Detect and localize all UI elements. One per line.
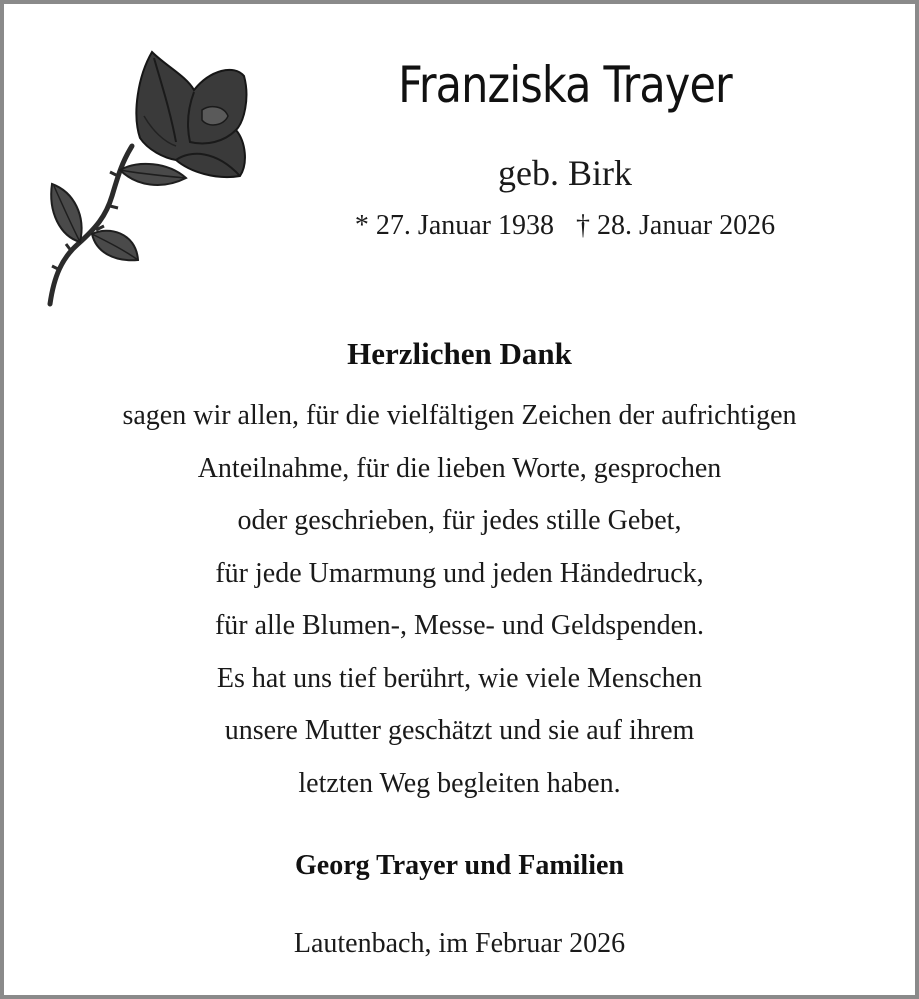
thanks-line: für alle Blumen-, Messe- und Geldspenden. (214, 610, 705, 641)
thanks-line: Es hat uns tief berührt, wie viele Menschen (216, 662, 703, 694)
deceased-name: Franziska Trayer (398, 56, 732, 114)
thanks-heading: Herzlichen Dank (347, 336, 572, 371)
life-dates (250, 210, 880, 242)
thanks-line: sagen wir allen, für die vielfältigen Zeichen der aufrichtigen (122, 400, 797, 431)
thanks-line: Anteilnahme, für die lieben Worte, gesprochen (197, 452, 722, 484)
thanks-line: unsere Mutter geschätzt und sie auf ihrem (224, 715, 695, 746)
thanks-text (0, 390, 919, 810)
place-date: Lautenbach, im Februar 2026 (293, 928, 626, 959)
maiden-name: geb. Birk (498, 153, 632, 193)
birth-date: * 27. Januar 1938 (354, 210, 554, 241)
thanks-line: für jede Umarmung und jeden Händedruck, (215, 557, 704, 589)
thanks-line: letzten Weg begleiten haben. (298, 767, 621, 799)
rose-icon (40, 46, 260, 308)
signature: Georg Trayer und Familien (295, 850, 624, 881)
death-date: † 28. Januar 2026 (576, 210, 776, 241)
thanks-line: oder geschrieben, für jedes stille Gebet, (237, 505, 682, 536)
